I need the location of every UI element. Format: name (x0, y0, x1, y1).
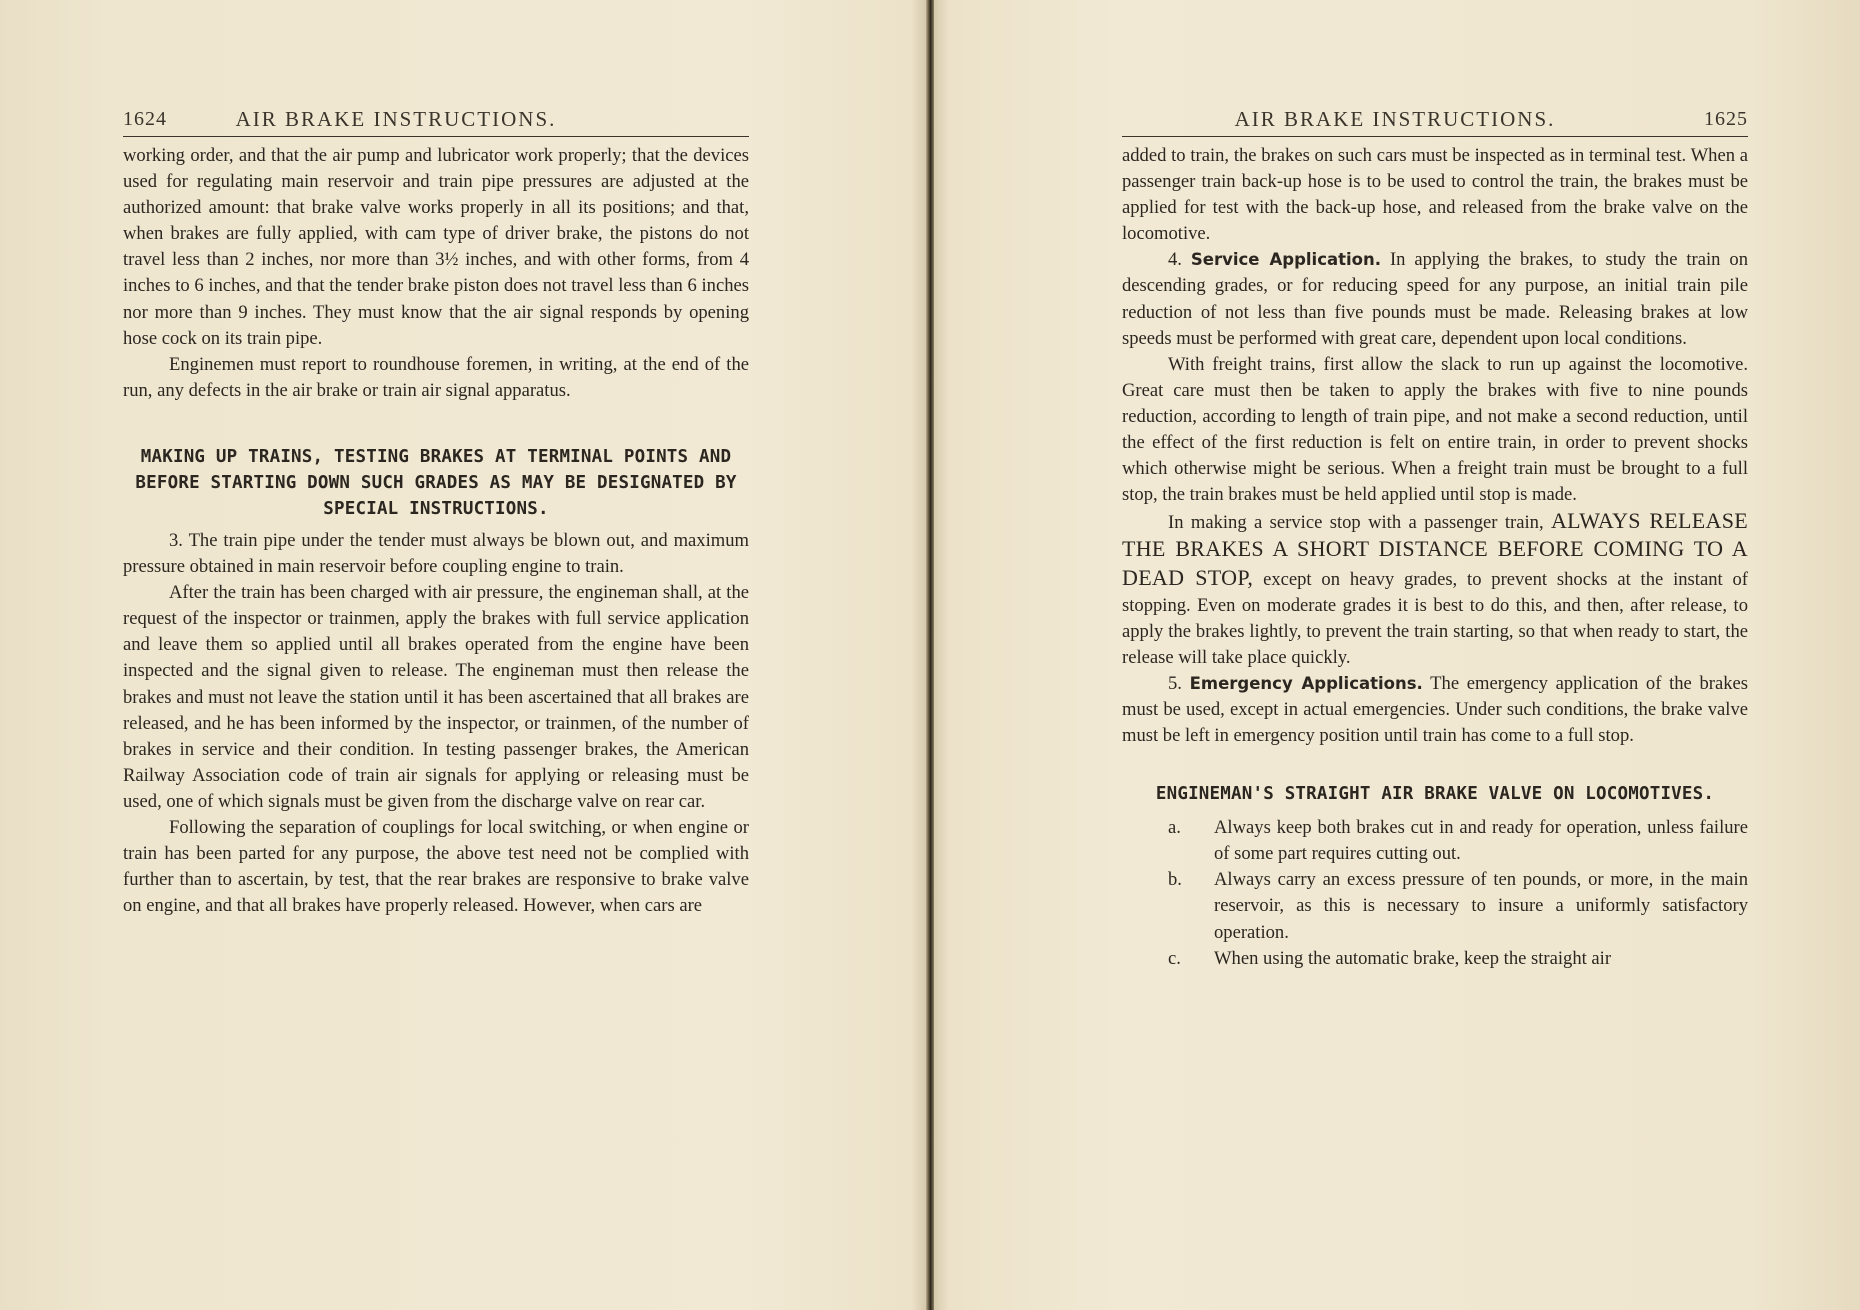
list-item-mark: a. (1168, 817, 1181, 839)
right-paragraph-4-start: In making a service stop with a passenger train, (1168, 512, 1544, 534)
left-paragraph-3: 3. The train pipe under the tender must always be blown out, and maximum pressure obtained in main reservoir before coupling engine to train. (123, 529, 749, 578)
list-item-text: Always keep both brakes cut in and ready for operation, unless failure of some part requires cutting out. (1214, 817, 1748, 865)
left-section-heading: MAKING UP TRAINS, TESTING BRAKES AT TERMINAL POINTS AND BEFORE STARTING DOWN SUCH GRADES AS MAY BE DESIGNATED BY SPECIAL INSTRUCTIONS. (135, 446, 737, 519)
right-running-title: AIR BRAKE INSTRUCTIONS. (1234, 107, 1556, 131)
left-paragraph-5: Following the separation of couplings for local switching, or when engine or train has been parted for any purpose, the above test need not be complied with further than to ascertain, by test, that the rear brakes are responsive to brake valve on engine, and that all brakes have properly released. However, when cars are (123, 816, 749, 917)
list-item-mark: b. (1168, 869, 1182, 891)
list-item-mark: c. (1168, 947, 1181, 969)
service-application-leadin: Service Application. (1190, 250, 1382, 270)
left-running-title: AIR BRAKE INSTRUCTIONS. (235, 107, 557, 131)
right-page-number: 1625 (1704, 108, 1748, 130)
right-page-body (1122, 143, 1748, 972)
right-page-header (1122, 104, 1748, 137)
right-paragraph-4 (1122, 508, 1748, 671)
left-paragraph-4: After the train has been charged with air pressure, the engineman shall, at the request of the inspector or trainmen, apply the brakes with full service application and leave them so applied until all brakes operated from the engine have been inspected and the signal given to release. The engineman must then release the brakes and must not leave the station until it has been ascertained that all brakes are released, and he has been informed by the inspector, or trainmen, of the number of brakes in service and their condition. In testing passenger brakes, the American Railway Association code of train air signals for applying or releasing must be used, one of which signals must be given from the discharge valve on rear car. (123, 582, 749, 812)
right-paragraph-1: added to train, the brakes on such cars must be inspected as in terminal test. When a passenger train back-up hose is to be used to control the train, the brakes must be applied for test with the back-up hose, and released from the brake valve on the locomotive. (1122, 145, 1748, 245)
right-page (1122, 104, 1748, 972)
valve-rules-list (1168, 815, 1748, 972)
right-paragraph-2 (1122, 247, 1748, 351)
right-paragraph-5-text: The emergency application of the brakes must be used, except in actual emergencies. Under such conditions, the brake valve must be left in emergency position until train has come to a full stop. (1122, 672, 1749, 747)
right-paragraph-2-number: 4. (1168, 249, 1182, 271)
right-paragraph-5-number: 5. (1168, 672, 1182, 694)
left-page-number: 1624 (123, 108, 167, 130)
list-item-text: When using the automatic brake, keep the straight air (1214, 947, 1612, 969)
left-page (123, 104, 749, 919)
right-section-heading: ENGINEMAN'S STRAIGHT AIR BRAKE VALVE ON LOCOMOTIVES. (1155, 784, 1715, 805)
list-item (1168, 815, 1748, 867)
list-item (1168, 867, 1748, 945)
list-item (1168, 946, 1748, 972)
right-paragraph-2-text: In applying the brakes, to study the train on descending grades, or for reducing speed for any purpose, an initial train pile reduction of not less than five pounds must be made. Releasing brakes at low speeds must be performed with great care, dependent upon local conditions. (1122, 249, 1748, 349)
right-paragraph-3: With freight trains, first allow the slack to run up against the locomotive. Great care must then be taken to apply the brakes with five to nine pounds reduction, according to length of train pipe, and not make a second reduction, until the effect of the first reduction is felt on entire train, in order to prevent shocks which otherwise might be serious. When a freight train must be brought to a full stop, the train brakes must be held applied until stop is made. (1122, 353, 1748, 506)
left-page-body (123, 143, 749, 919)
left-paragraph-2: Enginemen must report to roundhouse foremen, in writing, at the end of the run, any defects in the air brake or train air signal apparatus. (123, 353, 749, 401)
emergency-applications-leadin: Emergency Applications. (1189, 673, 1423, 693)
right-paragraph-5 (1122, 671, 1748, 749)
right-paragraph-4-end: except on heavy grades, to prevent shocks at the instant of stopping. Even on moderate grades it is best to do this, and then, after release, to apply the brakes lightly, to prevent the train starting, so that when ready to start, the release will take place quickly. (1122, 568, 1748, 668)
list-item-text: Always carry an excess pressure of ten pounds, or more, in the main reservoir, as this is necessary to insure a uniformly satisfactory operation. (1214, 869, 1748, 943)
left-paragraph-1: working order, and that the air pump and lubricator work properly; that the devices used for regulating main reservoir and train pipe pressures are adjusted at the authorized amount: that brake valve works properly in all its positions; and that, when brakes are fully applied, with cam type of driver brake, the pistons do not travel less than 2 inches, nor more than 3½ inches, and with other forms, from 4 inches to 6 inches, and that the tender brake piston does not travel less than 6 inches nor more than 9 inches. They must know that the air signal responds by opening hose cock on its train pipe. (123, 145, 749, 349)
right-paragraph-4-caps: ALWAYS RELEASE THE BRAKES A SHORT DISTANCE BEFORE COMING TO A DEAD STOP, (1122, 508, 1748, 590)
left-page-header (123, 104, 749, 137)
book-gutter (926, 0, 934, 1310)
